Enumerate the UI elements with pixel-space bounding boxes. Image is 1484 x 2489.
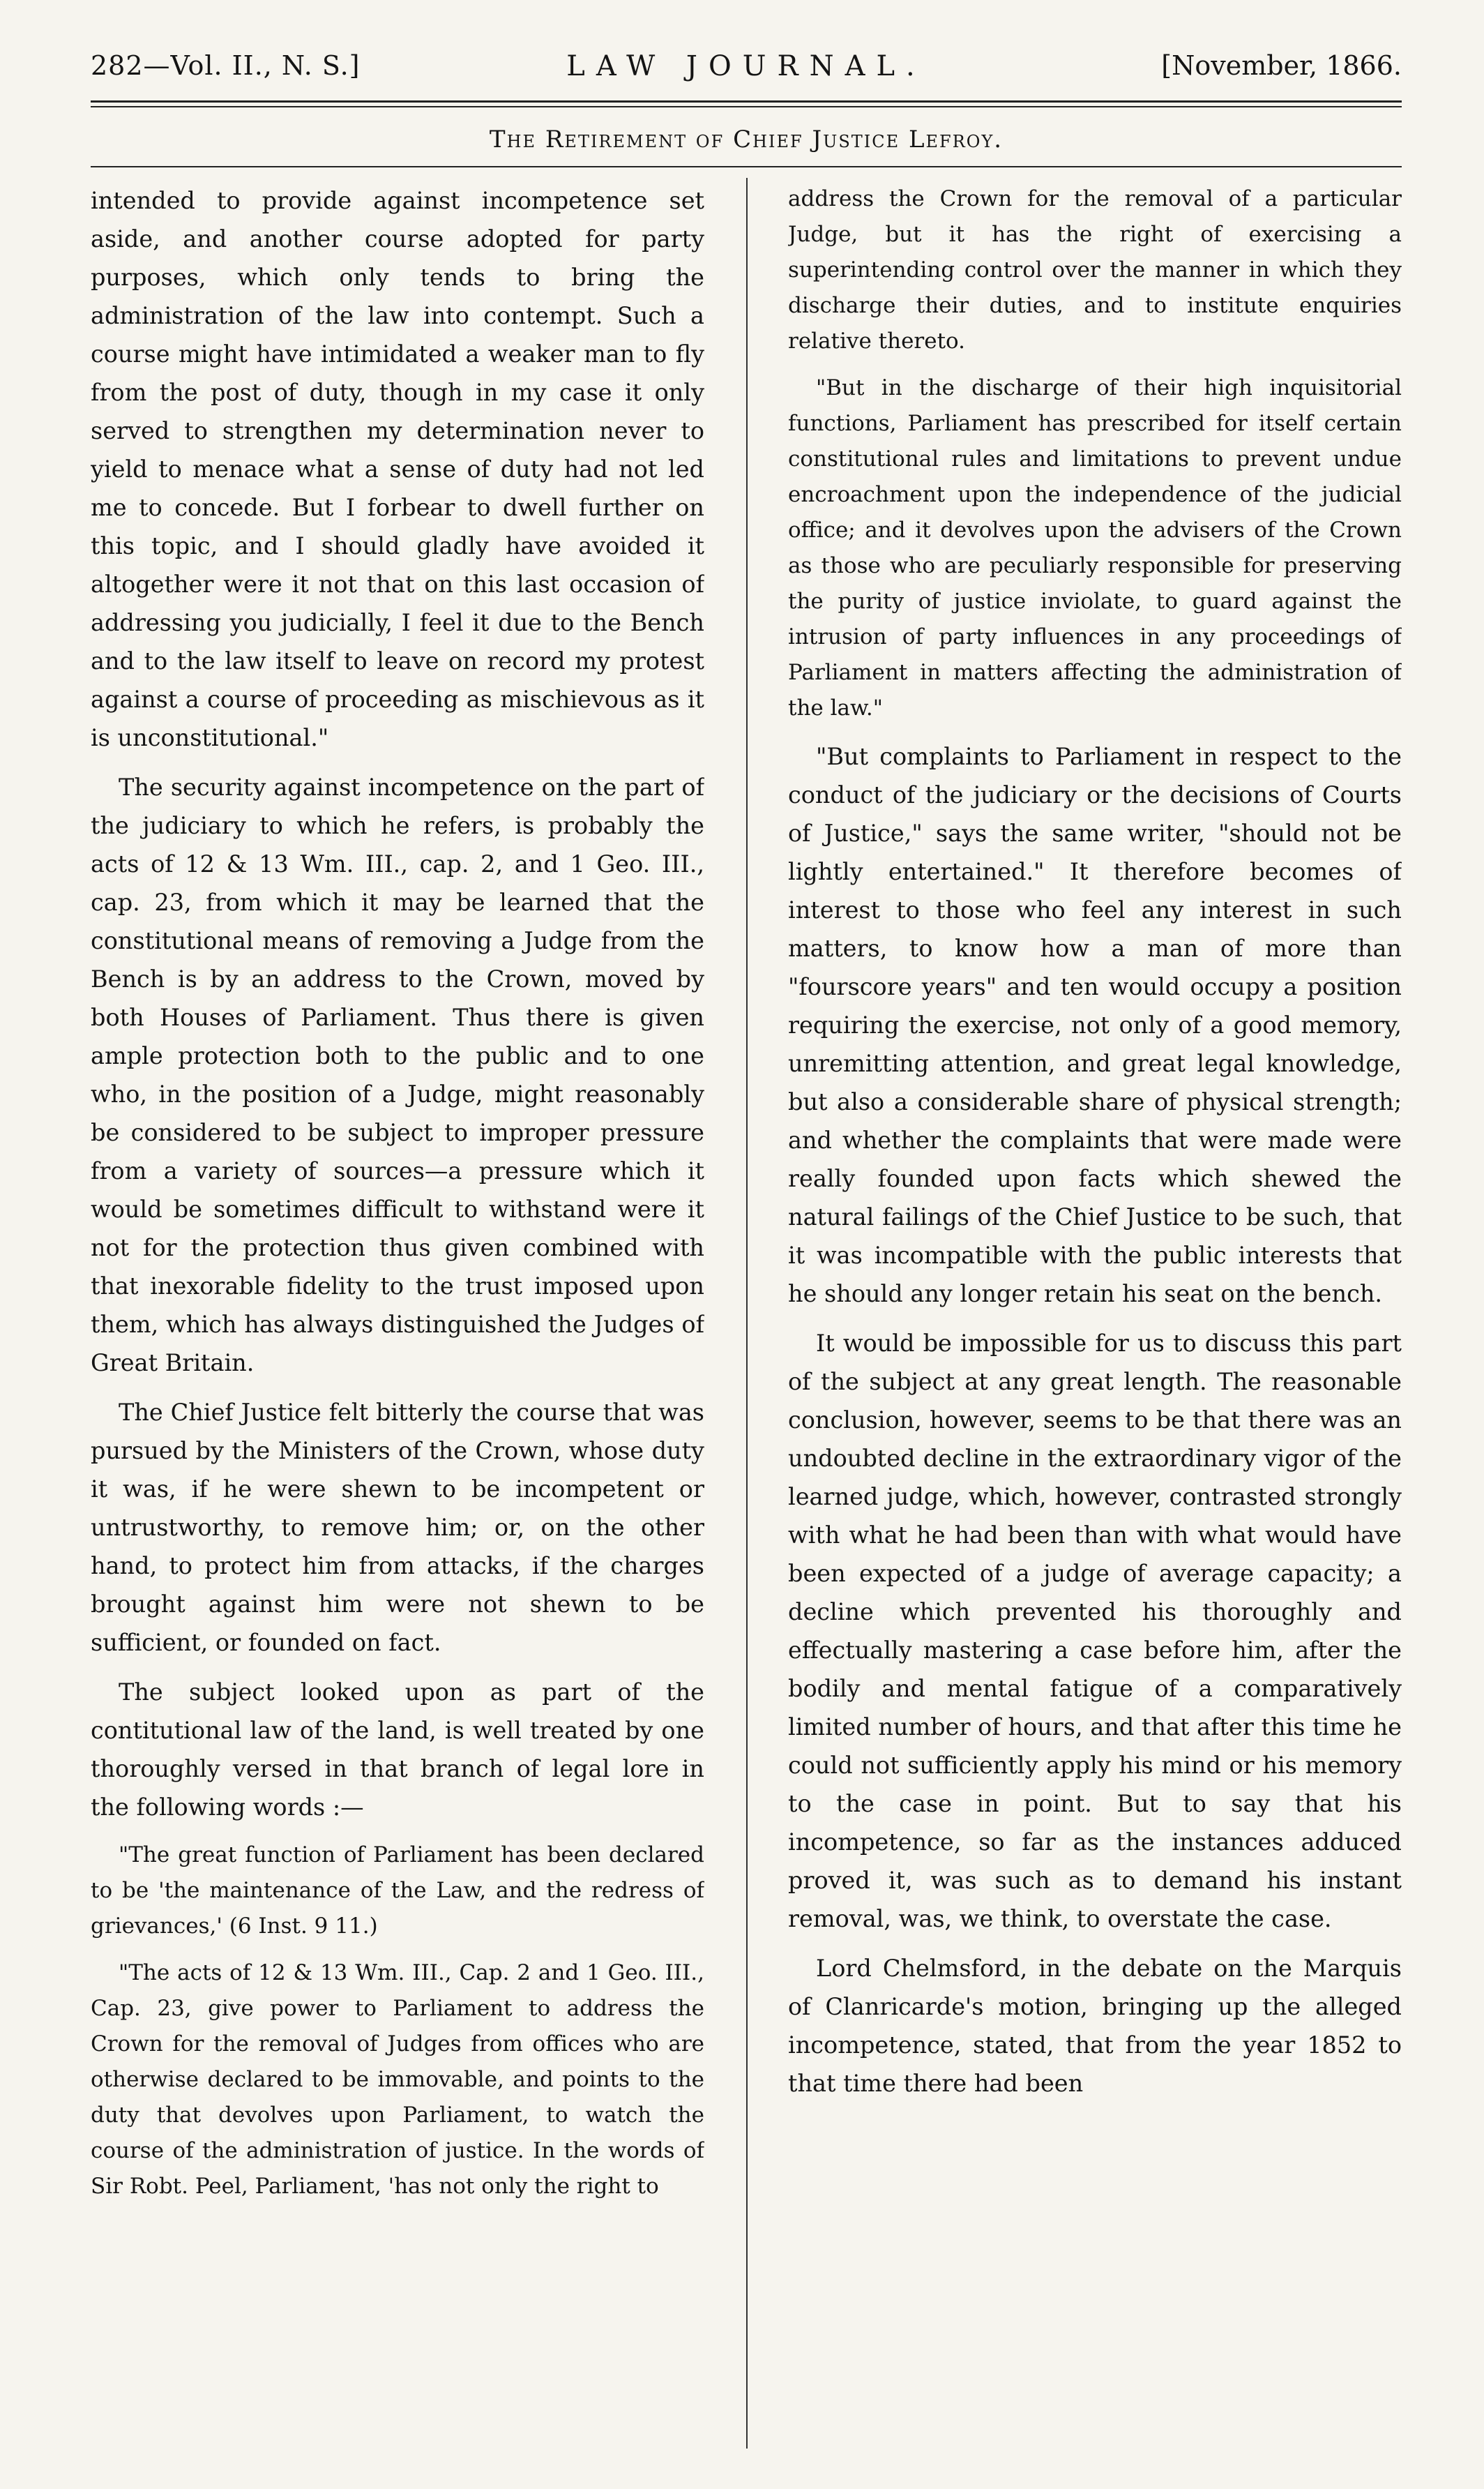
paragraph: The Chief Justice felt bitterly the course that was pursued by the Ministers of the Crown, whose duty it was, if he were shewn to be incompetent or untrustworthy, to remove him; or, on the other hand, to protect him from attacks, if the charges brought against him were not shewn to be sufficient, or founded on fact. xyxy=(91,1399,704,1656)
right-column xyxy=(788,181,1402,2449)
quoted-paragraph: "The great function of Parliament has been declared to be 'the maintenance of the Law, and the redress of grievances,' (6 Inst. 9 11.) xyxy=(91,1842,704,1939)
quoted-paragraph: "The acts of 12 & 13 Wm. III., Cap. 2 and 1 Geo. III., Cap. 23, give power to Parliament to address the Crown for the removal of Judges from offices who are otherwise declared to be immovable, and points to the duty that devolves upon Parliament, to watch the course of the administration of justice. In the words of Sir Robt. Peel, Parliament, 'has not only the right to xyxy=(91,1960,704,2199)
paragraph: It would be impossible for us to discuss this part of the subject at any great length. The reasonable conclusion, however, seems to be that there was an undoubted decline in the extraordinary vigor of the learned judge, which, however, contrasted strongly with what he had been than with what would have been expected of a judge of average capacity; a decline which prevented his thoroughly and effectually mastering a case before him, after the bodily and mental fatigue of a comparatively limited number of hours, and that after this time he could not sufficiently apply his mind or his memory to the case in point. But to say that his incompetence, so far as the instances adduced proved it, was such as to demand his instant removal, was, we think, to overstate the case. xyxy=(788,1330,1402,1932)
quoted-paragraph: "But in the discharge of their high inquisitorial functions, Parliament has prescribed for itself certain constitutional rules and limitations to prevent undue encroachment upon the independence of the judicial office; and it devolves upon the advisers of the Crown as those who are peculiarly responsible for preserving the purity of justice inviolate, to guard against the intrusion of party influences in any proceedings of Parliament in matters affecting the administration of the law." xyxy=(788,375,1402,721)
paragraph: intended to provide against incompetence set aside, and another course adopted for party purposes, which only tends to bring the administration of the law into contempt. Such a course might have intimidated a weaker man to fly from the post of duty, though in my case it only served to strengthen my determination never to yield to menace what a sense of duty had not led me to concede. But I forbear to dwell further on this topic, and I should gladly have avoided it altogether were it not that on this last occasion of addressing you judicially, I feel it due to the Bench and to the law itself to leave on record my protest against a course of proceeding as mischievous as it is unconstitutional." xyxy=(91,187,704,751)
left-column xyxy=(91,181,704,2449)
running-header xyxy=(91,42,1402,98)
title-rule xyxy=(91,166,1402,167)
journal-title: LAW JOURNAL. xyxy=(566,50,926,82)
quoted-paragraph: address the Crown for the removal of a particular Judge, but it has the right of exercising a superintending control over the manner in which they discharge their duties, and to institute enquiries relative thereto. xyxy=(788,186,1402,354)
paragraph: Lord Chelmsford, in the debate on the Marquis of Clanricarde's motion, bringing up the alleged incompetence, stated, that from the year 1852 to that time there had been xyxy=(788,1955,1402,2097)
paragraph: "But complaints to Parliament in respect to the conduct of the judiciary or the decisions of Courts of Justice," says the same writer, "should not be lightly entertained." It therefore becomes of interest to those who feel any interest in such matters, to know how a man of more than "fourscore years" and ten would occupy a position requiring the exercise, not only of a good memory, unremitting attention, and great legal knowledge, but also a considerable share of physical strength; and whether the complaints that were made were really founded upon facts which shewed the natural failings of the Chief Justice to be such, that it was incompatible with the public interests that he should any longer retain his seat on the bench. xyxy=(788,743,1402,1307)
paragraph: The subject looked upon as part of the contitutional law of the land, is well treated by one thoroughly versed in that branch of legal lore in the following words :— xyxy=(91,1678,704,1821)
issue-date: [November, 1866. xyxy=(1161,50,1402,81)
paragraph: The security against incompetence on the part of the judiciary to which he refers, is probably the acts of 12 & 13 Wm. III., cap. 2, and 1 Geo. III., cap. 23, from which it may be learned that the constitutional means of removing a Judge from the Bench is by an address to the Crown, moved by both Houses of Parliament. Thus there is given ample protection both to the public and to one who, in the position of a Judge, might reasonably be considered to be subject to improper pressure from a variety of sources—a pressure which it would be sometimes difficult to withstand were it not for the protection thus given combined with that inexorable fidelity to the trust imposed upon them, which has always distinguished the Judges of Great Britain. xyxy=(91,774,704,1376)
column-divider xyxy=(746,178,748,2449)
header-double-rule xyxy=(91,100,1402,107)
page-volume-ref: 282—Vol. II., N. S.] xyxy=(91,50,361,81)
article-title: The Retirement of Chief Justice Lefroy. xyxy=(489,126,1004,153)
journal-page xyxy=(91,42,1402,2456)
